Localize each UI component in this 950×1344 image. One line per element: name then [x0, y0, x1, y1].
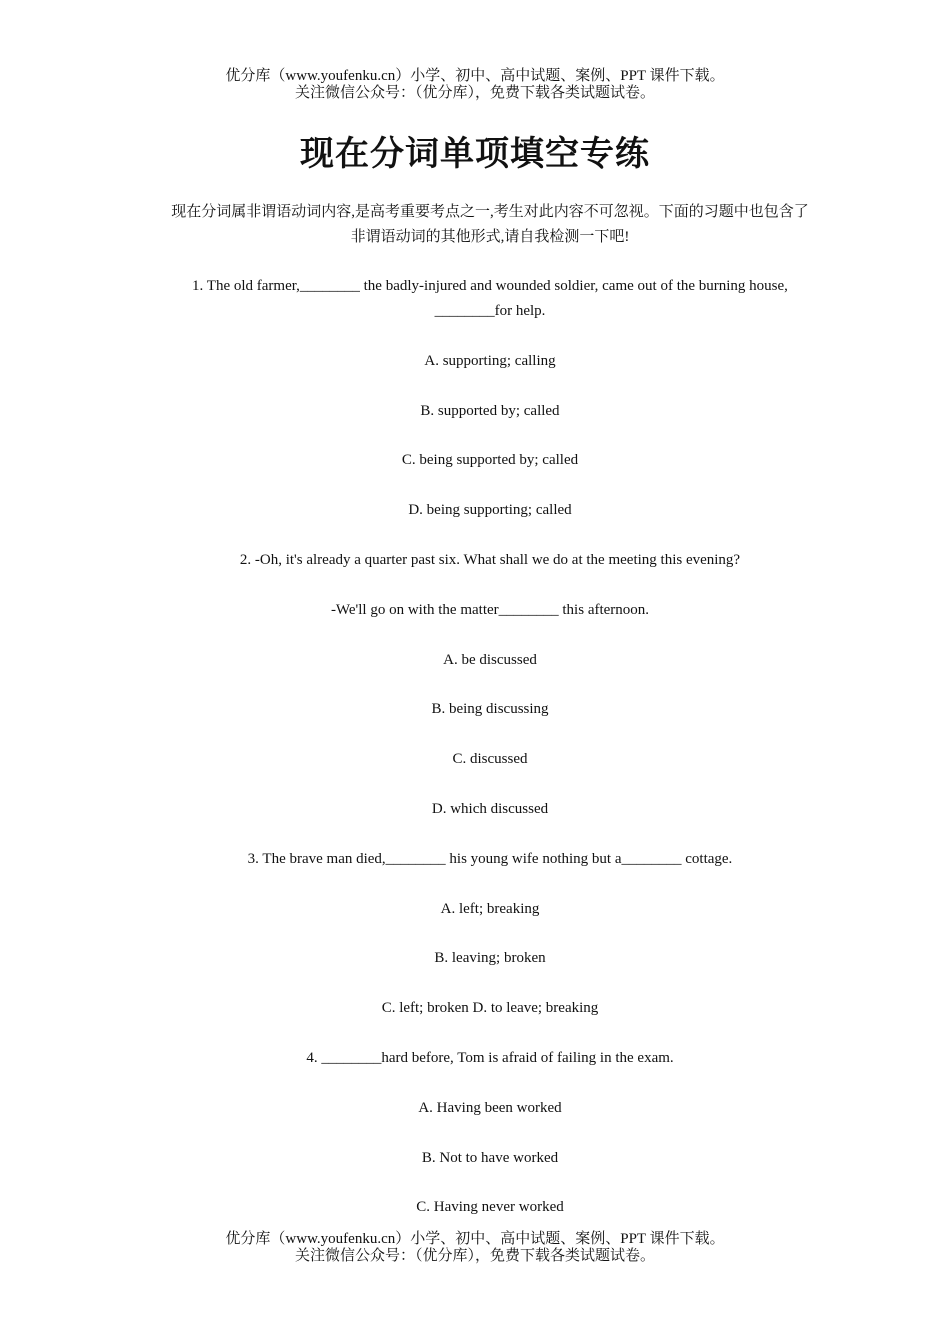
option-1c: C. being supported by; called	[401, 452, 579, 469]
footer-line-1: 优分库（www.youfenku.cn）小学、初中、高中试题、案例、PPT 课件下载。	[225, 1231, 725, 1247]
option-1d: D. being supporting; called	[408, 502, 572, 519]
option-4b: B. Not to have worked	[421, 1149, 559, 1166]
page-header	[0, 68, 950, 102]
option-2b: B. being discussing	[431, 701, 549, 718]
document-title: 现在分词单项填空专练	[300, 134, 650, 174]
option-2a: A. be discussed	[443, 651, 537, 668]
option-3b: B. leaving; broken	[434, 950, 546, 967]
question-stem-3: 3. The brave man died,________ his young wife nothing but a________ cottage.	[247, 850, 733, 867]
option-4c: C. Having never worked	[416, 1199, 564, 1216]
page-footer	[0, 1231, 950, 1265]
option-3a: A. left; breaking	[440, 900, 540, 917]
option-3cd: C. left; broken D. to leave; breaking	[381, 1000, 599, 1017]
header-line-2: 关注微信公众号：（优分库），免费下载各类试题试卷。	[294, 85, 655, 101]
question-stem-2-reply: -We'll go on with the matter________ this afternoon.	[330, 601, 650, 618]
option-2d: D. which discussed	[431, 800, 549, 817]
intro-paragraph: 现在分词属非谓语动词内容,是高考重要考点之一,考生对此内容不可忽视。下面的习题中也包含了非谓语动词的其他形式,请自我检测一下吧!	[171, 204, 809, 245]
question-stem-2: 2. -Oh, it's already a quarter past six. What shall we do at the meeting this evening?	[239, 551, 741, 568]
question-stem-4: 4. ________hard before, Tom is afraid of failing in the exam.	[306, 1049, 674, 1066]
option-4a: A. Having been worked	[418, 1099, 562, 1116]
option-1b: B. supported by; called	[420, 402, 560, 419]
option-2c: C. discussed	[452, 751, 528, 768]
question-list	[190, 274, 790, 1245]
footer-line-2: 关注微信公众号：（优分库），免费下载各类试题试卷。	[294, 1248, 655, 1264]
option-1a: A. supporting; calling	[424, 352, 556, 369]
header-line-1: 优分库（www.youfenku.cn）小学、初中、高中试题、案例、PPT 课件下载。	[225, 68, 725, 84]
question-stem-1: 1. The old farmer,________ the badly-injured and wounded soldier, came out of the burning house, ________for help.	[192, 278, 788, 319]
